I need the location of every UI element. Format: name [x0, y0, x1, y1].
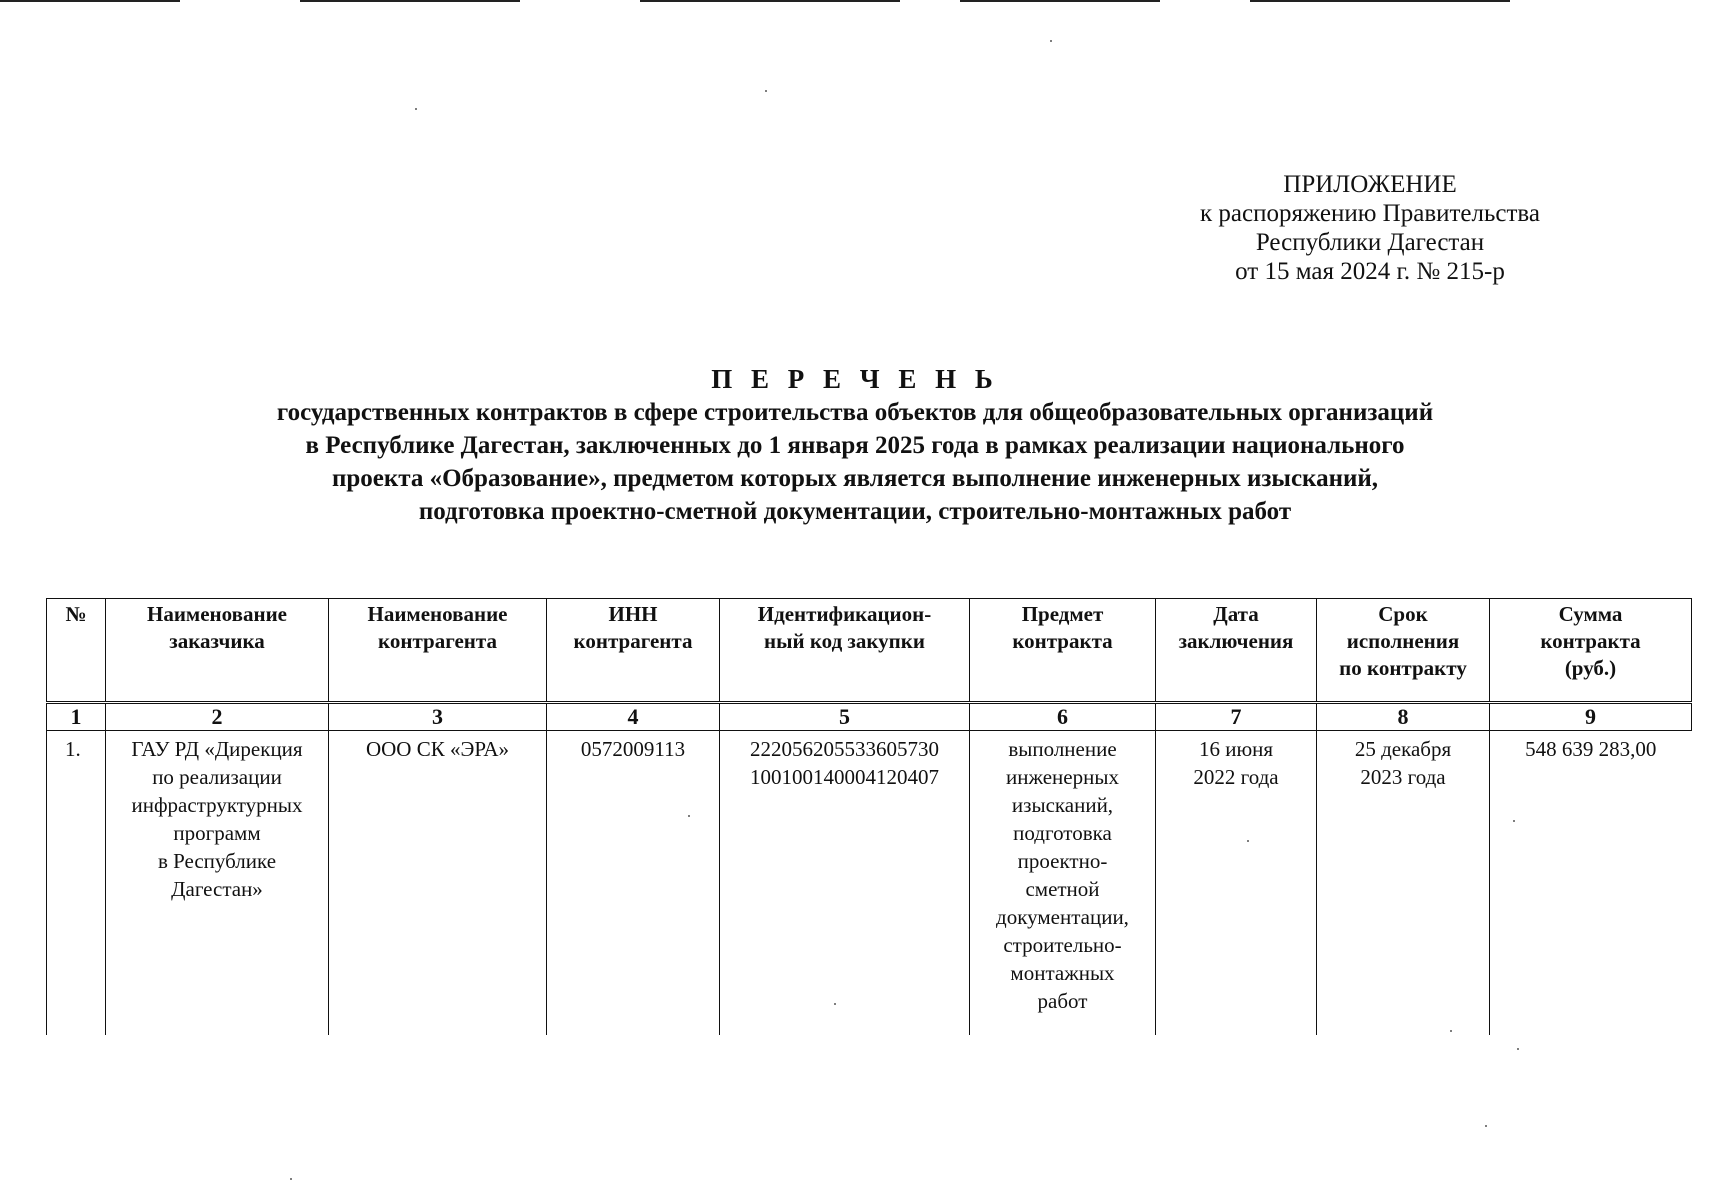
- appendix-line-3: от 15 мая 2024 г. № 215-р: [1235, 258, 1505, 285]
- scan-edge-mark: [300, 0, 520, 2]
- contracts-table: [46, 598, 1692, 1035]
- subtitle-line: в Республике Дагестан, заключенных до 1 января 2025 года в рамках реализации национального: [305, 432, 1405, 459]
- column-number-cell: 2: [106, 703, 329, 731]
- header-cell-contractor: Наименование контрагента: [329, 599, 547, 703]
- cell-date: 16 июня 2022 года: [1156, 731, 1317, 1036]
- header-cell-purchase-code: Идентификацион- ный код закупки: [720, 599, 970, 703]
- scan-edge-mark: [960, 0, 1160, 2]
- cell-number: 1.: [47, 731, 106, 1036]
- scan-speck: [290, 1178, 292, 1180]
- header-cell-inn: ИНН контрагента: [547, 599, 720, 703]
- column-number-cell: 8: [1317, 703, 1490, 731]
- appendix-line-1: к распоряжению Правительства: [1199, 200, 1540, 227]
- cell-customer: ГАУ РД «Дирекция по реализации инфраструктурных программ в Республике Дагестан»: [106, 731, 329, 1036]
- scan-edge-mark: [0, 0, 180, 2]
- header-cell-customer: Наименование заказчика: [106, 599, 329, 703]
- cell-amount: 548 639 283,00: [1490, 731, 1692, 1036]
- document-title: П Е Р Е Ч Е Н Ь: [711, 364, 999, 394]
- document-heading: [150, 362, 1560, 528]
- scan-speck: [1050, 40, 1052, 42]
- subtitle-line: проекта «Образование», предметом которых является выполнение инженерных изысканий,: [331, 465, 1379, 492]
- appendix-line-2: Республики Дагестан: [1255, 229, 1485, 256]
- cell-purchase-code: 222056205533605730 100100140004120407: [720, 731, 970, 1036]
- table-column-numbers-row: [47, 703, 1692, 731]
- scan-speck: [1517, 1048, 1519, 1050]
- scan-speck: [765, 90, 767, 92]
- column-number-cell: 6: [970, 703, 1156, 731]
- document-subtitle: [150, 396, 1560, 528]
- cell-subject: выполнение инженерных изысканий, подготовка проектно- сметной документации, строительно- монтажных работ: [970, 731, 1156, 1036]
- header-cell-number: №: [47, 599, 106, 703]
- cell-contractor: ООО СК «ЭРА»: [329, 731, 547, 1036]
- scan-speck: [1485, 1125, 1487, 1127]
- scan-edge-mark: [1250, 0, 1510, 2]
- subtitle-line: подготовка проектно-сметной документации, строительно-монтажных работ: [418, 498, 1292, 525]
- scan-speck: [415, 108, 417, 110]
- appendix-title: ПРИЛОЖЕНИЕ: [1283, 171, 1457, 198]
- cell-inn: 0572009113: [547, 731, 720, 1036]
- column-number-cell: 1: [47, 703, 106, 731]
- column-number-cell: 7: [1156, 703, 1317, 731]
- column-number-cell: 4: [547, 703, 720, 731]
- subtitle-line: государственных контрактов в сфере строительства объектов для общеобразовательных организаций: [276, 399, 1434, 426]
- header-cell-subject: Предмет контракта: [970, 599, 1156, 703]
- column-number-cell: 9: [1490, 703, 1692, 731]
- header-cell-deadline: Срок исполнения по контракту: [1317, 599, 1490, 703]
- scan-edge-mark: [640, 0, 900, 2]
- header-cell-amount: Сумма контракта (руб.): [1490, 599, 1692, 703]
- appendix-block: [1150, 170, 1590, 286]
- column-number-cell: 5: [720, 703, 970, 731]
- table-row: [47, 731, 1692, 1036]
- cell-deadline: 25 декабря 2023 года: [1317, 731, 1490, 1036]
- column-number-cell: 3: [329, 703, 547, 731]
- table-header-row: [47, 599, 1692, 703]
- header-cell-date: Дата заключения: [1156, 599, 1317, 703]
